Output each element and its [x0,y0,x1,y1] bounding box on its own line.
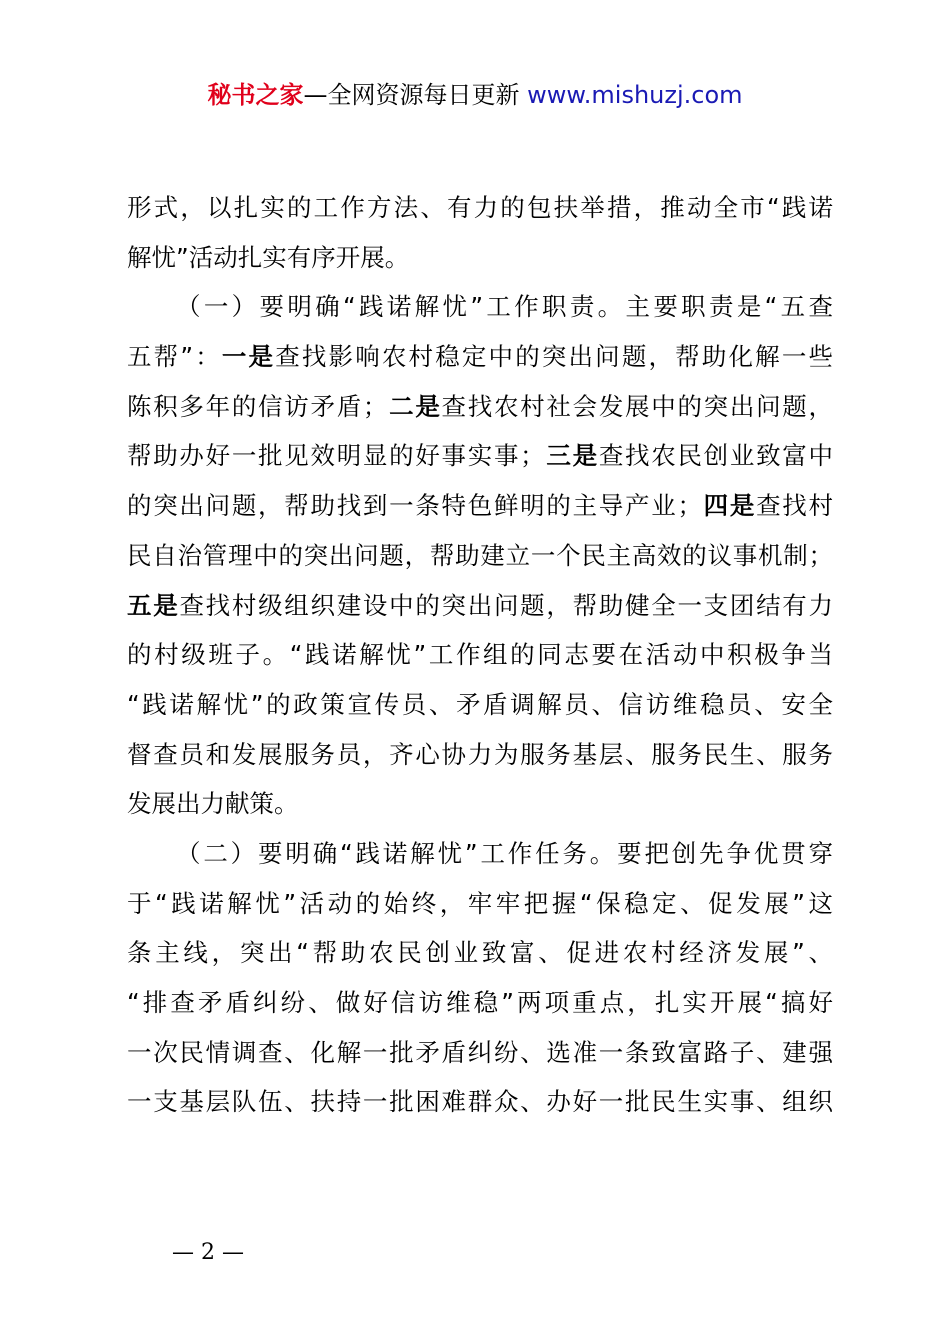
paragraph-line: 解忧”活动扎实有序开展。 [127,242,410,272]
paragraph-line: 一支基层队伍、扶持一批困难群众、办好一批民生实事、组织 [127,1087,833,1117]
paragraph-line: 陈积多年的信访矛盾；二是查找农村社会发展中的突出问题， [127,391,834,421]
paragraph-line: 形式，以扎实的工作方法、有力的包扶举措，推动全市“践诺 [127,193,833,222]
document-body [127,183,833,1127]
paragraph-line: “排查矛盾纠纷、做好信访维稳”两项重点，扎实开展“搞好 [127,988,833,1017]
site-tagline: —全网资源每日更新 [303,81,528,109]
section-heading-line: （一）要明确“践诺解忧”工作职责。主要职责是“五查 [176,292,833,322]
paragraph-line: 督查员和发展服务员，齐心协力为服务基层、服务民生、服务 [127,739,833,769]
paragraph-line: 五帮”：一是查找影响农村稳定中的突出问题，帮助化解一些 [127,342,834,372]
paragraph-line: 条主线，突出“帮助农民创业致富、促进农村经济发展”、 [127,938,833,968]
list-marker-four: 四是 [701,491,757,521]
paragraph-line: 的突出问题，帮助找到一条特色鲜明的主导产业；四是查找村 [127,491,834,521]
paragraph-line: 发展出力献策。 [127,789,299,819]
site-banner [0,78,950,112]
section-heading-line: （二）要明确“践诺解忧”工作任务。要把创先争优贯穿 [176,838,833,868]
paragraph-line: 的村级班子。“践诺解忧”工作组的同志要在活动中积极争当 [127,640,833,670]
page-number: — 2 — [172,1240,244,1265]
list-marker-two: 二是 [387,391,442,421]
list-marker-five: 五是 [127,590,180,620]
paragraph-line: 民自治管理中的突出问题，帮助建立一个民主高效的议事机制； [127,540,833,570]
list-marker-three: 三是 [544,441,599,471]
paragraph-line: “践诺解忧”的政策宣传员、矛盾调解员、信访维稳员、安全 [127,689,833,719]
paragraph-line: 一次民情调查、化解一批矛盾纠纷、选准一条致富路子、建强 [127,1037,833,1067]
paragraph-line: 于“践诺解忧”活动的始终，牢牢把握“保稳定、促发展”这 [127,888,833,918]
list-marker-one: 一是 [221,342,276,372]
site-url: www.mishuzj.com [527,81,743,109]
paragraph-line: 帮助办好一批见效明显的好事实事；三是查找农民创业致富中 [127,441,834,471]
paragraph-line: 五是查找村级组织建设中的突出问题，帮助健全一支团结有力 [127,590,834,620]
site-brand: 秘书之家 [207,81,304,109]
